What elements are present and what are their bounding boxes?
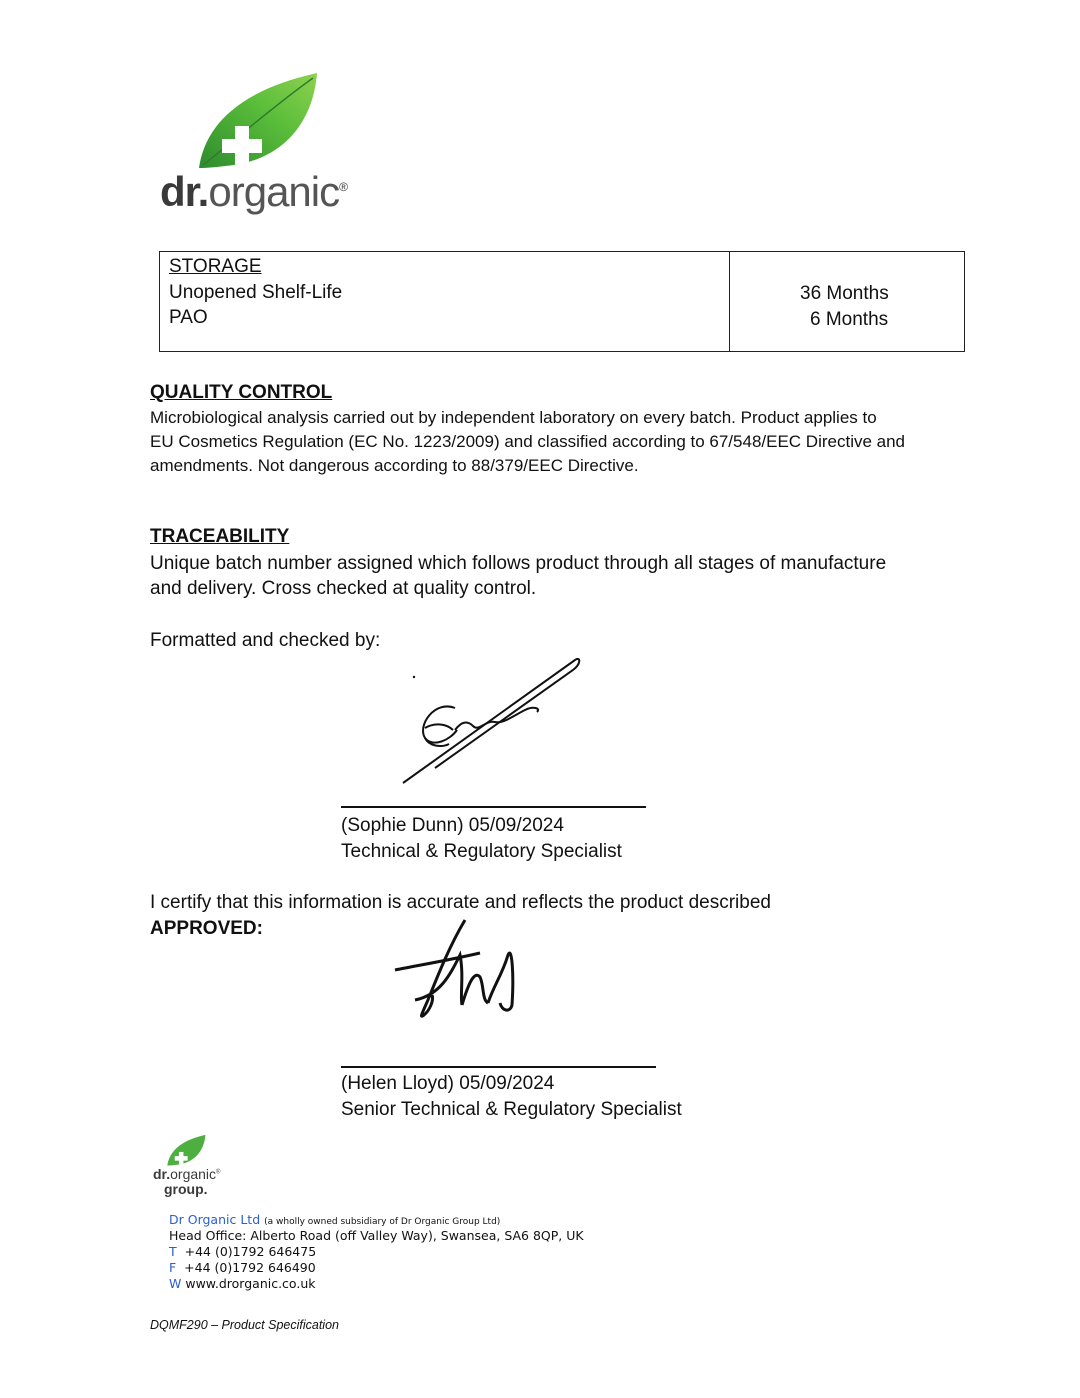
document-reference: DQMF290 – Product Specification (150, 1318, 339, 1332)
checked-signatory: (Sophie Dunn) 05/09/2024 (341, 815, 564, 836)
fax-line (169, 1260, 316, 1276)
quality-control-heading: QUALITY CONTROL (150, 382, 333, 403)
subsidiary-note: (a wholly owned subsidiary of Dr Organic Group Ltd) (264, 1217, 501, 1227)
leaf-icon (166, 1132, 208, 1168)
traceability-line: and delivery. Cross checked at quality control. (150, 578, 537, 599)
storage-table (159, 251, 965, 352)
certification-statement: I certify that this information is accurate and reflects the product described (150, 892, 771, 913)
quality-control-line: EU Cosmetics Regulation (EC No. 1223/2009) and classified according to 67/548/EEC Directive and (150, 432, 906, 451)
phone-number: +44 (0)1792 646475 (184, 1244, 317, 1259)
signature-helen-lloyd (390, 915, 530, 1025)
checked-by-label: Formatted and checked by: (150, 630, 381, 651)
company-logo (155, 70, 365, 230)
traceability-text (150, 551, 940, 601)
approval-role: Senior Technical & Regulatory Specialist (341, 1099, 682, 1120)
shelf-life-value: 36 Months (800, 283, 889, 304)
approval-signatory: (Helen Lloyd) 05/09/2024 (341, 1073, 555, 1094)
fax-label: F (169, 1260, 177, 1275)
pao-label: PAO (169, 307, 208, 328)
quality-control-line: amendments. Not dangerous according to 88/379/EEC Directive. (150, 456, 639, 475)
checked-role: Technical & Regulatory Specialist (341, 841, 622, 862)
signature-line (341, 1066, 656, 1068)
table-divider (729, 252, 730, 351)
web-address[interactable]: www.drorganic.co.uk (185, 1276, 316, 1291)
logo-wordmark: dr.organic® (160, 168, 347, 215)
head-office: Head Office: Alberto Road (off Valley Way), Swansea, SA6 8QP, UK (169, 1228, 584, 1243)
traceability-heading: TRACEABILITY (150, 526, 290, 547)
leaf-icon (195, 70, 325, 170)
shelf-life-label: Unopened Shelf-Life (169, 282, 343, 303)
pao-value: 6 Months (810, 309, 889, 330)
quality-control-text (150, 406, 940, 478)
group-logo-group: group. (164, 1181, 208, 1197)
group-logo-wordmark: dr.organic® (153, 1166, 221, 1182)
group-logo (150, 1132, 230, 1202)
quality-control-line: Microbiological analysis carried out by independent laboratory on every batch. Product applies to (150, 408, 877, 427)
phone-label: T (169, 1244, 177, 1259)
fax-number: +44 (0)1792 646490 (184, 1260, 316, 1275)
web-label: W (169, 1276, 182, 1291)
approved-label: APPROVED: (150, 918, 263, 939)
traceability-line: Unique batch number assigned which follows product through all stages of manufacture (150, 553, 887, 574)
web-line (169, 1276, 316, 1292)
company-name: Dr Organic Ltd (169, 1212, 261, 1227)
signature-sophie-dunn (395, 650, 595, 795)
phone-line (169, 1244, 316, 1260)
signature-line (341, 806, 646, 808)
storage-heading: STORAGE (169, 256, 262, 277)
